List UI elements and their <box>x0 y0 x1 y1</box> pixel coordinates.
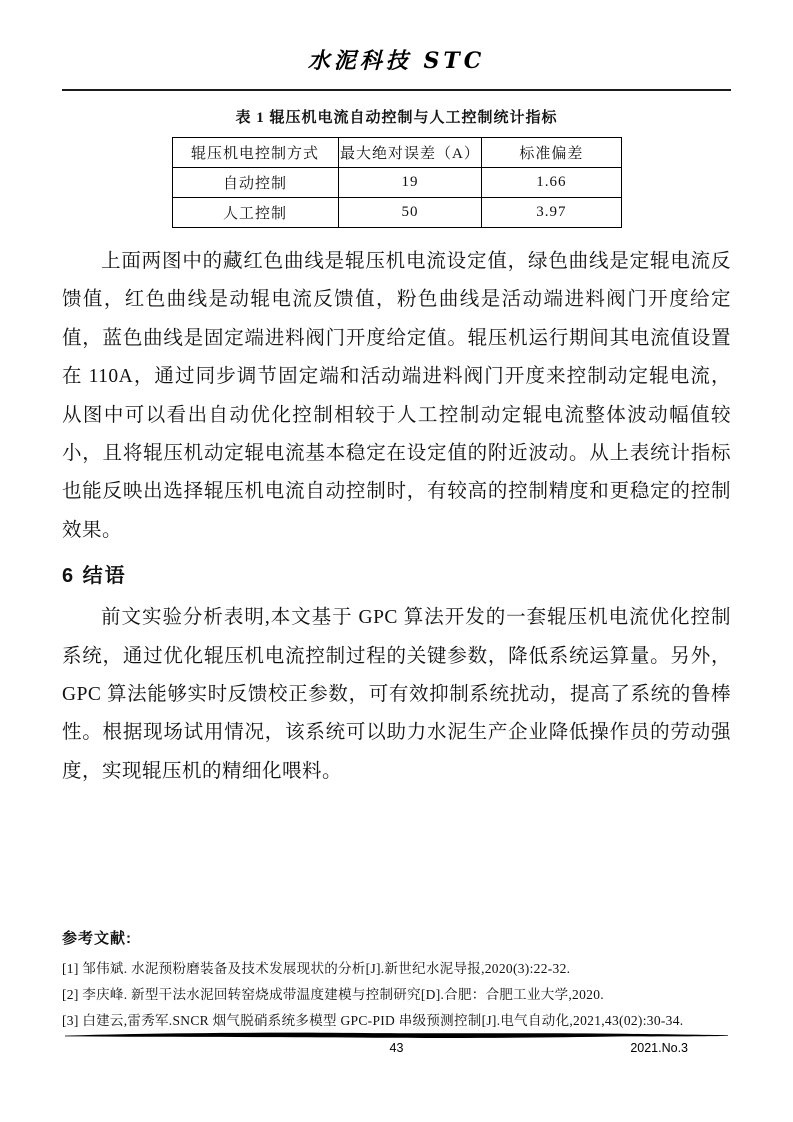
table-header-control-mode: 辊压机电控制方式 <box>172 138 338 168</box>
header-rule <box>62 89 731 91</box>
table-header-max-error: 最大绝对误差（A） <box>338 138 482 168</box>
issue-label: 2021.No.3 <box>630 1041 688 1055</box>
reference-item: [1] 邹伟斌. 水泥预粉磨装备及技术发展现状的分析[J].新世纪水泥导报,2020(3):22-32. <box>62 961 571 977</box>
footer-row <box>64 1041 729 1057</box>
section-heading-conclusion: 6 结语 <box>62 565 127 588</box>
references-heading: 参考文献: <box>62 930 132 948</box>
table-caption: 表 1 辊压机电流自动控制与人工控制统计指标 <box>235 110 558 126</box>
page-footer <box>64 1031 729 1057</box>
cell-manual-max-error: 50 <box>338 198 482 228</box>
table-header-row <box>172 138 621 168</box>
conclusion-paragraph: 前文实验分析表明,本文基于 GPC 算法开发的一套辊压机电流优化控制系统，通过优化辊压机电流控制过程的关键参数，降低系统运算量。另外，GPC 算法能够实时反馈校正参数，可有效抑制系统扰动，提高了系统的鲁棒性。根据现场试用情况，该系统可以助力水泥生产企业降低操作员的劳动强度，实现辊压机的精细化喂料。 <box>62 607 731 782</box>
cell-auto-control: 自动控制 <box>172 168 338 198</box>
reference-item: [3] 白建云,雷秀军.SNCR 烟气脱硝系统多模型 GPC-PID 串级预测控制[J].电气自动化,2021,43(02):30-34. <box>62 1013 684 1029</box>
page-header <box>62 0 731 91</box>
table-row <box>172 168 621 198</box>
stats-table <box>172 137 622 228</box>
table-row <box>172 198 621 228</box>
cell-auto-max-error: 19 <box>338 168 482 198</box>
cell-manual-control: 人工控制 <box>172 198 338 228</box>
page-number: 43 <box>389 1041 404 1055</box>
table-header-std-dev: 标准偏差 <box>482 138 621 168</box>
cell-manual-std-dev: 3.97 <box>482 198 621 228</box>
cell-auto-std-dev: 1.66 <box>482 168 621 198</box>
references-section <box>62 927 731 1034</box>
footer-rule-decorative <box>64 1031 729 1040</box>
journal-title: 水泥科技 STC <box>307 48 486 74</box>
references-list <box>62 956 731 1034</box>
reference-item: [2] 李庆峰. 新型干法水泥回转窑烧成带温度建模与控制研究[D].合肥：合肥工业大学,2020. <box>62 987 604 1003</box>
analysis-paragraph: 上面两图中的藏红色曲线是辊压机电流设定值，绿色曲线是定辊电流反馈值，红色曲线是动辊电流反馈值，粉色曲线是活动端进料阀门开度给定值，蓝色曲线是固定端进料阀门开度给定值。辊压机运行期间其电流值设置在 110A，通过同步调节固定端和活动端进料阀门开度来控制动定辊电流，从图中可以看出自动优化控制相较于人工控制动定辊电流整体波动幅值较小，且将辊压机动定辊电流基本稳定在设定值的附近波动。从上表统计指标也能反映出选择辊压机电流自动控制时，有较高的控制精度和更稳定的控制效果。 <box>62 251 731 541</box>
